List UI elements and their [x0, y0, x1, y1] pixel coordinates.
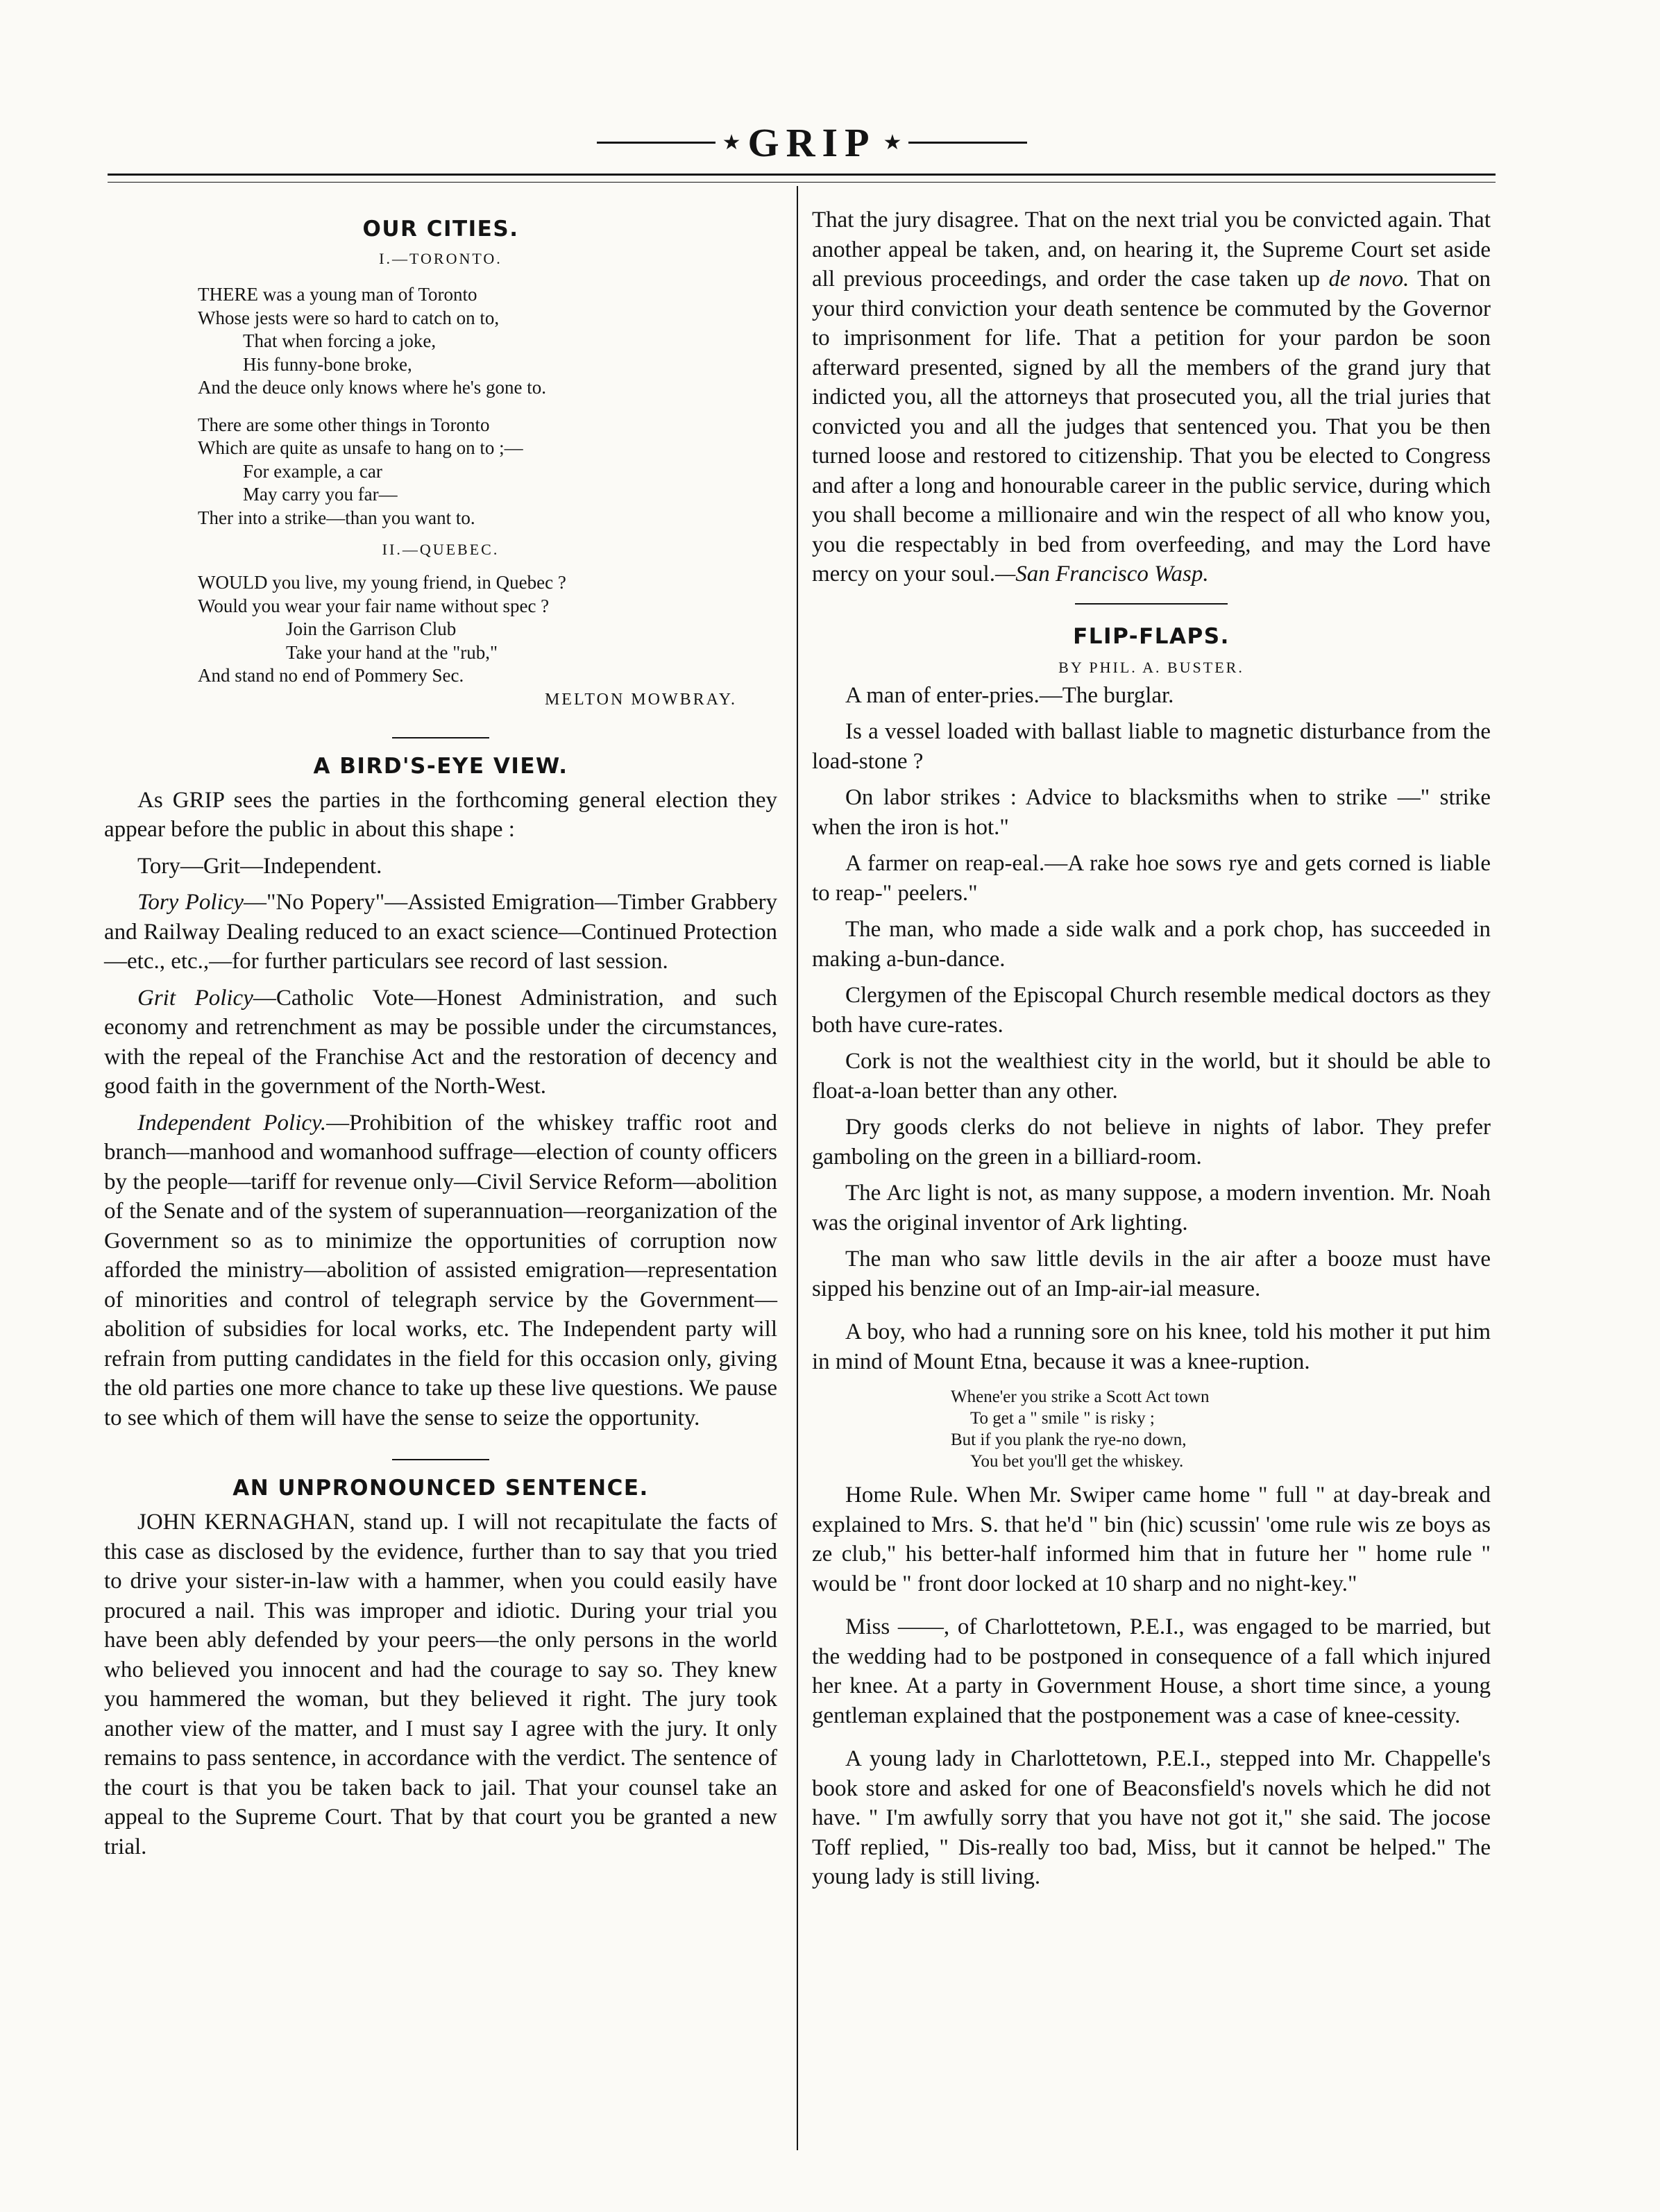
article-our-cities	[104, 217, 777, 709]
star-icon: ★	[883, 130, 902, 154]
source-credit: —San Francisco Wasp.	[994, 562, 1209, 586]
star-icon: ★	[722, 130, 741, 154]
paragraph: A farmer on reap-eal.—A rake hoe sows rye and gets corned is liable to reap-" peelers."	[812, 851, 1491, 906]
column-divider	[797, 186, 798, 2150]
section-subheading: II.—QUEBEC.	[382, 541, 500, 558]
section-divider	[392, 737, 489, 738]
article-heading: A BIRD'S-EYE VIEW.	[313, 753, 568, 779]
publication-title: GRIP	[747, 119, 876, 165]
verse-line: And the deuce only knows where he's gone to.	[198, 377, 546, 398]
verse-line: Take your hand at the "rub,"	[286, 641, 498, 663]
paragraph-continued	[812, 205, 1491, 589]
paragraph: Is a vessel loaded with ballast liable to magnetic disturbance from the load-stone ?	[812, 719, 1491, 774]
verse-line: Ther into a strike—than you want to.	[198, 507, 475, 528]
byline: BY PHIL. A. BUSTER.	[1058, 658, 1244, 676]
paragraph: JOHN KERNAGHAN, stand up. I will not recapitulate the facts of this case as disclosed by the evidence, further than to say that you tried to drive your sister-in-law with a hammer, when you could easily have procured a nail. This was improper and idiotic. During your trial you have been ably defended by your peers—the only persons in the world who believed you innocent and had the courage to say so. They knew you hammered the woman, but they believed it right. The jury took another view of the matter, and I must say I agree with the jury. It only remains to pass sentence, in accordance with the verdict. The sentence of the court is that you be taken back to jail. That your counsel take an appeal to the Supreme Court. That by that court you be granted a new trial.	[104, 1510, 777, 1859]
article-heading: AN UNPRONOUNCED SENTENCE.	[232, 1476, 649, 1501]
policy-text: —Catholic Vote—Honest Administration, and such economy and retrenchment as may be possible under the circumstances, with the repeal of the Franchise Act and the restoration of decency and good faith in the government of the North-West.	[104, 985, 777, 1099]
policy-label: Tory Policy	[137, 890, 244, 915]
verse-line: May carry you far—	[243, 484, 398, 505]
verse-jingle	[951, 1386, 1491, 1472]
header-rule	[108, 174, 1496, 176]
paragraph	[104, 1108, 777, 1433]
paragraph	[104, 983, 777, 1101]
paragraph: Cork is not the wealthiest city in the world, but it should be able to float-a-loan better than any other.	[812, 1049, 1491, 1104]
paragraph: A boy, who had a running sore on his knee, told his mother it put him in mind of Mount Etna, because it was a knee-ruption.	[812, 1319, 1491, 1374]
text-run-italic: de novo.	[1328, 267, 1409, 292]
policy-text: —Prohibition of the whiskey traffic root and branch—manhood and womanhood suffrage—election of county officers by the people—tariff for revenue only—Civil Service Reform—abolition of the Senate and of the system of superannuation—reorganization of the Government so as to minimize the opportunities of corruption now afforded the ministry—abolition of assisted emigration—representation of minorities and control of telegraph service by the Government—abolition of subsidies for local works, etc. The Independent party will refrain from putting candidates in the field for this occasion only, giving the old parties one more chance to take up these live questions. We pause to see which of them will have the sense to seize the opportunity.	[104, 1110, 777, 1430]
paragraph: On labor strikes : Advice to blacksmiths when to strike —" strike when the iron is hot."	[812, 785, 1491, 840]
verse-line: For example, a car	[243, 460, 382, 482]
paragraph: Dry goods clerks do not believe in nights of labor. They prefer gamboling on the green in a billiard-room.	[812, 1115, 1491, 1170]
paragraph: Tory—Grit—Independent.	[137, 853, 382, 879]
verse-line: THERE was a young man of Toronto	[198, 284, 477, 305]
policy-label: Independent Policy.	[137, 1110, 327, 1135]
verse-line: That when forcing a joke,	[243, 330, 437, 351]
text-run: That on your third conviction your death sentence be commuted by the Governor to imprisonment for life. That a petition for your pardon be soon afterward presented, signed by all the members of the grand jury that indicted you, all the attorneys that prosecuted you, all the trial juries that convicted you and all the judges that sentenced you. That you be then turned loose and restored to citizenship. That you be elected to Congress and after a long and honourable career in the public service, during which you shall become a millionaire and win the respect of all who know you, you die respectably in bed from overfeeding, and may the Lord have mercy on your soul.	[812, 267, 1491, 586]
verse-line: Which are quite as unsafe to hang on to ;—	[198, 437, 523, 458]
paragraph: As GRIP sees the parties in the forthcoming general election they appear before the public in about this shape :	[104, 787, 777, 842]
verse-line: But if you plank the rye-no down,	[951, 1430, 1187, 1449]
article-flip-flaps	[812, 624, 1491, 1892]
section-subheading: I.—TORONTO.	[379, 250, 502, 267]
section-divider	[1075, 603, 1228, 605]
article-heading: OUR CITIES.	[362, 217, 519, 242]
paragraph: The man who saw little devils in the air after a booze must have sipped his benzine out of an Imp-air-ial measure.	[812, 1247, 1491, 1301]
section-divider	[392, 1459, 489, 1460]
right-column	[812, 205, 1491, 1892]
policy-label: Grit Policy	[137, 985, 253, 1011]
verse-line: There are some other things in Toronto	[198, 414, 490, 435]
verse-line: And stand no end of Pommery Sec.	[198, 665, 464, 686]
paragraph: Miss ——, of Charlottetown, P.E.I., was engaged to be married, but the wedding had to be postponed in consequence of a fall which injured her knee. At a party in Government House, a short time since, a young gentleman explained that the postponement was a case of knee-cessity.	[812, 1614, 1491, 1728]
verse-line: His funny-bone broke,	[243, 353, 412, 375]
verse-line: Whose jests were so hard to catch on to,	[198, 307, 500, 328]
paragraph: Clergymen of the Episcopal Church resemble medical doctors as they both have cure-rates.	[812, 983, 1491, 1038]
text-run: That the jury disagree. That on the next trial you be convicted again. That another appeal be taken, and, on hearing it, the Supreme Court set aside all previous proceedings, and order the case taken up	[812, 208, 1491, 292]
paragraph: A young lady in Charlottetown, P.E.I., stepped into Mr. Chappelle's book store and asked for one of Beaconsfield's novels which he did not have. " I'm awfully sorry that you have not got it," she said. The jocose Toff replied, " Dis-really too bad, Miss, but it cannot be helped." The young lady is still living.	[812, 1746, 1491, 1889]
paragraph: A man of enter-pries.—The burglar.	[845, 682, 1174, 708]
masthead	[597, 118, 1027, 167]
verse-line: Join the Garrison Club	[286, 618, 457, 639]
article-unpronounced-sentence	[104, 1476, 777, 1861]
verse-line: You bet you'll get the whiskey.	[970, 1452, 1184, 1471]
masthead-rule-right	[908, 142, 1027, 144]
paragraph: Home Rule. When Mr. Swiper came home " full " at day-break and explained to Mrs. S. that he'd " bin (hic) scussin' 'ome rule wis ze boys as ze club," his better-half informed him that in future her " home rule " would be " front door locked at 10 sharp and no night-key."	[812, 1483, 1491, 1596]
verse-line: Would you wear your fair name without spec ?	[198, 595, 550, 616]
masthead-rule-left	[597, 142, 715, 144]
paragraph: The man, who made a side walk and a pork chop, has succeeded in making a-bun-dance.	[812, 917, 1491, 972]
verse-line: To get a " smile " is risky ;	[970, 1409, 1155, 1428]
header-rule-thin	[108, 182, 1496, 183]
left-column	[104, 201, 777, 1861]
verse-line: WOULD you live, my young friend, in Quebec ?	[198, 572, 566, 593]
policy-text: —"No Popery"—Assisted Emigration—Timber Grabbery and Railway Dealing reduced to an exact science—Continued Protection—etc., etc.,—for further particulars see record of last session.	[104, 890, 777, 974]
article-birds-eye-view	[104, 754, 777, 1433]
verse-line: Whene'er you strike a Scott Act town	[951, 1387, 1210, 1406]
verse-stanza	[104, 414, 777, 530]
article-heading: FLIP-FLAPS.	[1073, 623, 1230, 649]
verse-stanza	[104, 283, 777, 400]
paragraph: The Arc light is not, as many suppose, a modern invention. Mr. Noah was the original inventor of Ark lighting.	[812, 1181, 1491, 1235]
author-signature: MELTON MOWBRAY.	[544, 690, 737, 709]
paragraph	[104, 888, 777, 977]
verse-stanza	[104, 571, 777, 688]
